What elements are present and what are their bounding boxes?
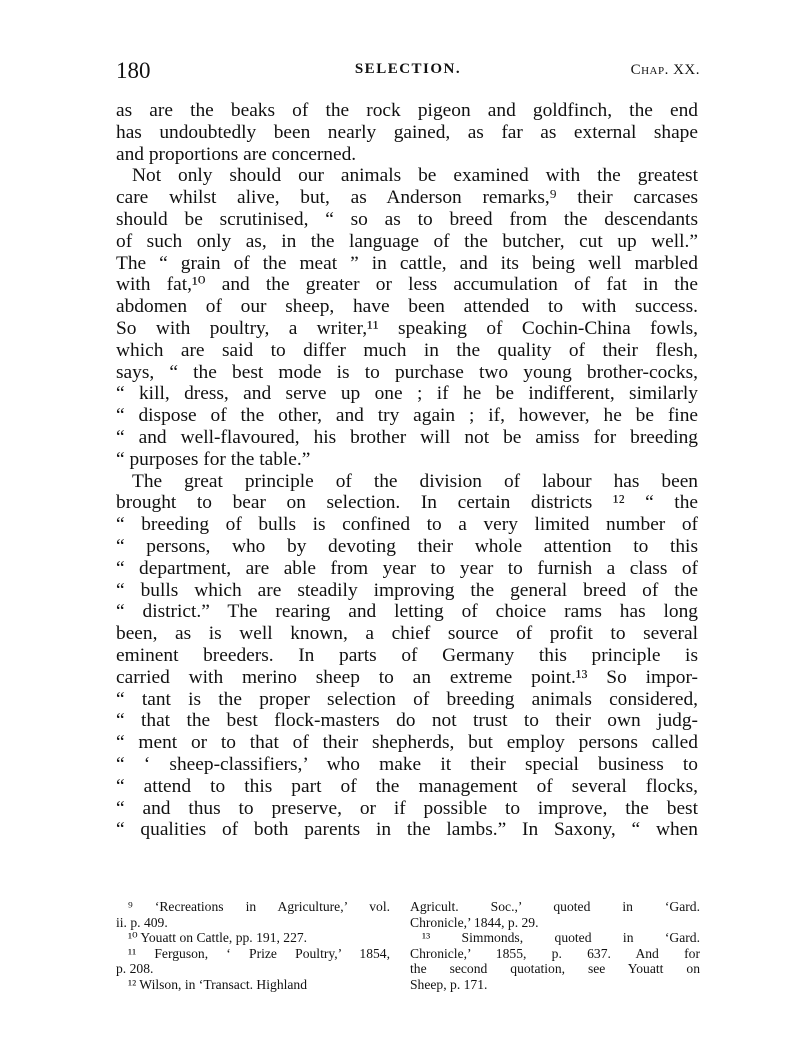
footnote-line: ¹⁰ Youatt on Cattle, pp. 191, 227.	[128, 930, 308, 946]
body-line: with fat,¹⁰ and the greater or less accumulation of fat in the	[116, 274, 698, 296]
footnote-line: Agricult. Soc.,’ quoted in ‘Gard.	[410, 899, 700, 914]
body-line: “ qualities of both parents in the lambs.” In Saxony, “ when	[116, 819, 698, 841]
body-line: “ department, are able from year to year to furnish a class of	[116, 557, 698, 579]
body-line: “ purposes for the table.”	[116, 448, 311, 470]
body-line: “ bulls which are steadily improving the general breed of the	[116, 579, 698, 601]
running-title: SELECTION.	[354, 61, 462, 77]
body-line: of such only as, in the language of the butcher, cut up well.”	[116, 230, 698, 252]
page-header	[116, 58, 700, 88]
body-line: has undoubtedly been nearly gained, as far as external shape	[116, 121, 698, 143]
footnote-line: Chronicle,’ 1855, p. 637. And for	[410, 945, 700, 961]
footnote-line: Chronicle,’ 1844, p. 29.	[410, 914, 539, 930]
body-text	[116, 100, 698, 841]
body-line: The great principle of the division of labour has been	[132, 470, 698, 492]
chapter-label: Chap. XX.	[630, 62, 700, 78]
body-line: which are said to differ much in the quality of their flesh,	[116, 339, 698, 361]
body-line: “ persons, who by devoting their whole attention to this	[116, 535, 698, 557]
footnote-line: ¹¹ Ferguson, ‘ Prize Poultry,’ 1854,	[128, 945, 390, 961]
footnote-line: ¹² Wilson, in ‘Transact. Highland	[128, 976, 308, 992]
footnote-line: the second quotation, see Youatt on	[410, 961, 700, 977]
body-line: carried with merino sheep to an extreme point.¹³ So impor-	[116, 666, 698, 688]
body-line: been, as is well known, a chief source of profit to several	[116, 623, 698, 645]
body-line: care whilst alive, but, as Anderson remarks,⁹ their carcases	[116, 187, 698, 209]
footnotes-left-column	[116, 899, 390, 993]
body-line: “ breeding of bulls is confined to a very limited number of	[116, 514, 698, 536]
footnote-line: ⁹ ‘Recreations in Agriculture,’ vol.	[128, 899, 390, 914]
footnote-line: Sheep, p. 171.	[410, 976, 488, 992]
footnotes-right-column	[410, 899, 700, 993]
body-line: and proportions are concerned.	[116, 143, 357, 165]
body-line: eminent breeders. In parts of Germany this principle is	[116, 644, 698, 666]
body-line: says, “ the best mode is to purchase two young brother-cocks,	[116, 361, 698, 383]
body-line: “ tant is the proper selection of breeding animals considered,	[116, 688, 698, 710]
body-line: “ ‘ sheep-classifiers,’ who make it their special business to	[116, 753, 698, 775]
body-line: “ and well-flavoured, his brother will not be amiss for breeding	[116, 426, 698, 448]
body-line: “ kill, dress, and serve up one ; if he be indifferent, similarly	[116, 383, 698, 405]
body-line: “ dispose of the other, and try again ; if, however, he be fine	[116, 405, 698, 427]
body-line: should be scrutinised, “ so as to breed from the descendants	[116, 208, 698, 230]
footnote-line: ii. p. 409.	[116, 914, 168, 930]
body-line: Not only should our animals be examined with the greatest	[132, 165, 698, 187]
body-line: abdomen of our sheep, have been attended to with success.	[116, 296, 698, 318]
body-line: “ attend to this part of the management of several flocks,	[116, 775, 698, 797]
body-line: So with poultry, a writer,¹¹ speaking of Cochin-China fowls,	[116, 317, 698, 339]
body-line: The “ grain of the meat ” in cattle, and its being well marbled	[116, 252, 698, 274]
body-line: “ and thus to preserve, or if possible to improve, the best	[116, 797, 698, 819]
body-line: “ ment or to that of their shepherds, but employ persons called	[116, 732, 698, 754]
footnote-line: p. 208.	[116, 961, 154, 977]
body-line: brought to bear on selection. In certain districts ¹² “ the	[116, 492, 698, 514]
body-line: “ that the best flock-masters do not trust to their own judg-	[116, 710, 698, 732]
footnote-line: ¹³ Simmonds, quoted in ‘Gard.	[422, 930, 700, 946]
body-line: “ district.” The rearing and letting of choice rams has long	[116, 601, 698, 623]
page-number: 180	[116, 58, 151, 83]
body-line: as are the beaks of the rock pigeon and goldfinch, the end	[116, 100, 698, 121]
